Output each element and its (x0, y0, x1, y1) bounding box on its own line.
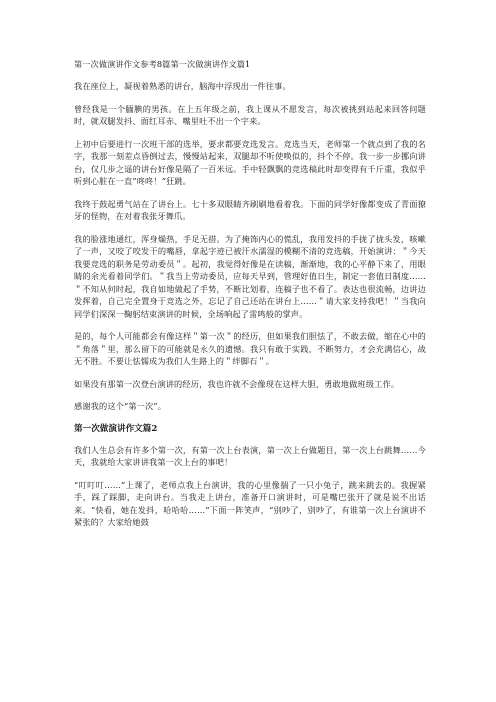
paragraph: 是的，每个人可能都会有像这样＂第一次＂的经历，但如果我们胆怯了，不敢去做，缩在心中的＂角落＂里，那么留下的可能就是永久的遗憾。我只有敢于实践，不断努力，才会充满信心，战无不胜。不要让怯懦成为我们人生路上的＂绊脚石＂。 (74, 331, 426, 366)
paragraph: “叮叮叮……”上课了，老师点我上台演讲，我的心里像揣了一只小兔子，跳来跳去的。我握紧手，踩了踩脚，走向讲台。当我走上讲台，准备开口演讲时，可是嘴巴张开了就是说不出话来。“快看，她在发抖，哈哈哈……”下面一阵笑声，“别吵了，别吵了，有谁第一次上台演讲不紧张的？大家给她鼓 (74, 479, 426, 527)
paragraph: 曾经我是一个腼腆的男孩。在上五年级之前，我上课从不愿发言，每次被挑到站起来回答问题时，就双腿发抖、面红耳赤、嘴里吐不出一个字来。 (74, 103, 426, 126)
paragraph: 我的脸涨地通红，浑身燥热，手足无措。为了掩饰内心的慌乱，我用发抖的手拢了拢头发，咳嗽了一声，又咬了咬发干的嘴唇，拿起字迹已被汗水濡湿的模糊不清的竞选稿，开始演讲：＂今天我要竞选的职务是劳动委员＂。起初，我觉得好像是在读稿，渐渐地，我的心平静下来了，用眼睛的余光看着同学们。＂我当上劳动委员，应每天早到，管理好值日生，制定一套值日制度……＂不知从何时起，我自如地做起了手势，不断比划着，连稿子也不看了。表达也很流畅，边讲边发挥着，自己完全置身于竞选之外，忘记了自己还站在讲台上……＂请大家支持我吧！＂当我向同学们深深一鞠躬结束演讲的时候，全场响起了雷鸣般的掌声。 (74, 233, 426, 319)
paragraph: 上初中后要进行一次班干部的选举，要求都要竞选发言。竞选当天，老师第一个就点到了我的名字，我那一刻差点昏倒过去，慢慢站起来，双腿却不听使唤似的，抖个不停。我一步一步挪向讲台，仅几步之遥的讲台好像是隔了一百米远。手中轻飘飘的竞选稿此时却变得有千斤重，我似乎听到心脏在一直”咚咚！“狂跳。 (74, 138, 426, 186)
paragraph: 感谢我的这个“第一次”。 (74, 401, 167, 411)
document-page (74, 58, 426, 539)
document-title: 第一次做演讲作文参考8篇第一次做演讲作文篇1 (74, 59, 251, 69)
paragraph: 如果没有那第一次登台演讲的经历，我也许就不会像现在这样大胆、勇敢地做班级工作。 (74, 378, 400, 389)
paragraph: 我们人生总会有许多个第一次，有第一次上台表演，第一次上台做题目，第一次上台跳舞……今天，我就给大家讲讲我第一次上台的事吧！ (74, 444, 426, 467)
section-heading: 第一次做演讲作文篇2 (74, 423, 158, 434)
paragraph: 我终于鼓起勇气站在了讲台上。七十多双眼睛齐刷刷地看着我。下面的同学好像都变成了青面獠牙的怪物，在对着我张牙舞爪。 (74, 198, 426, 221)
paragraph: 我在座位上，凝视着熟悉的讲台，脑海中浮现出一件往事。 (74, 81, 291, 91)
